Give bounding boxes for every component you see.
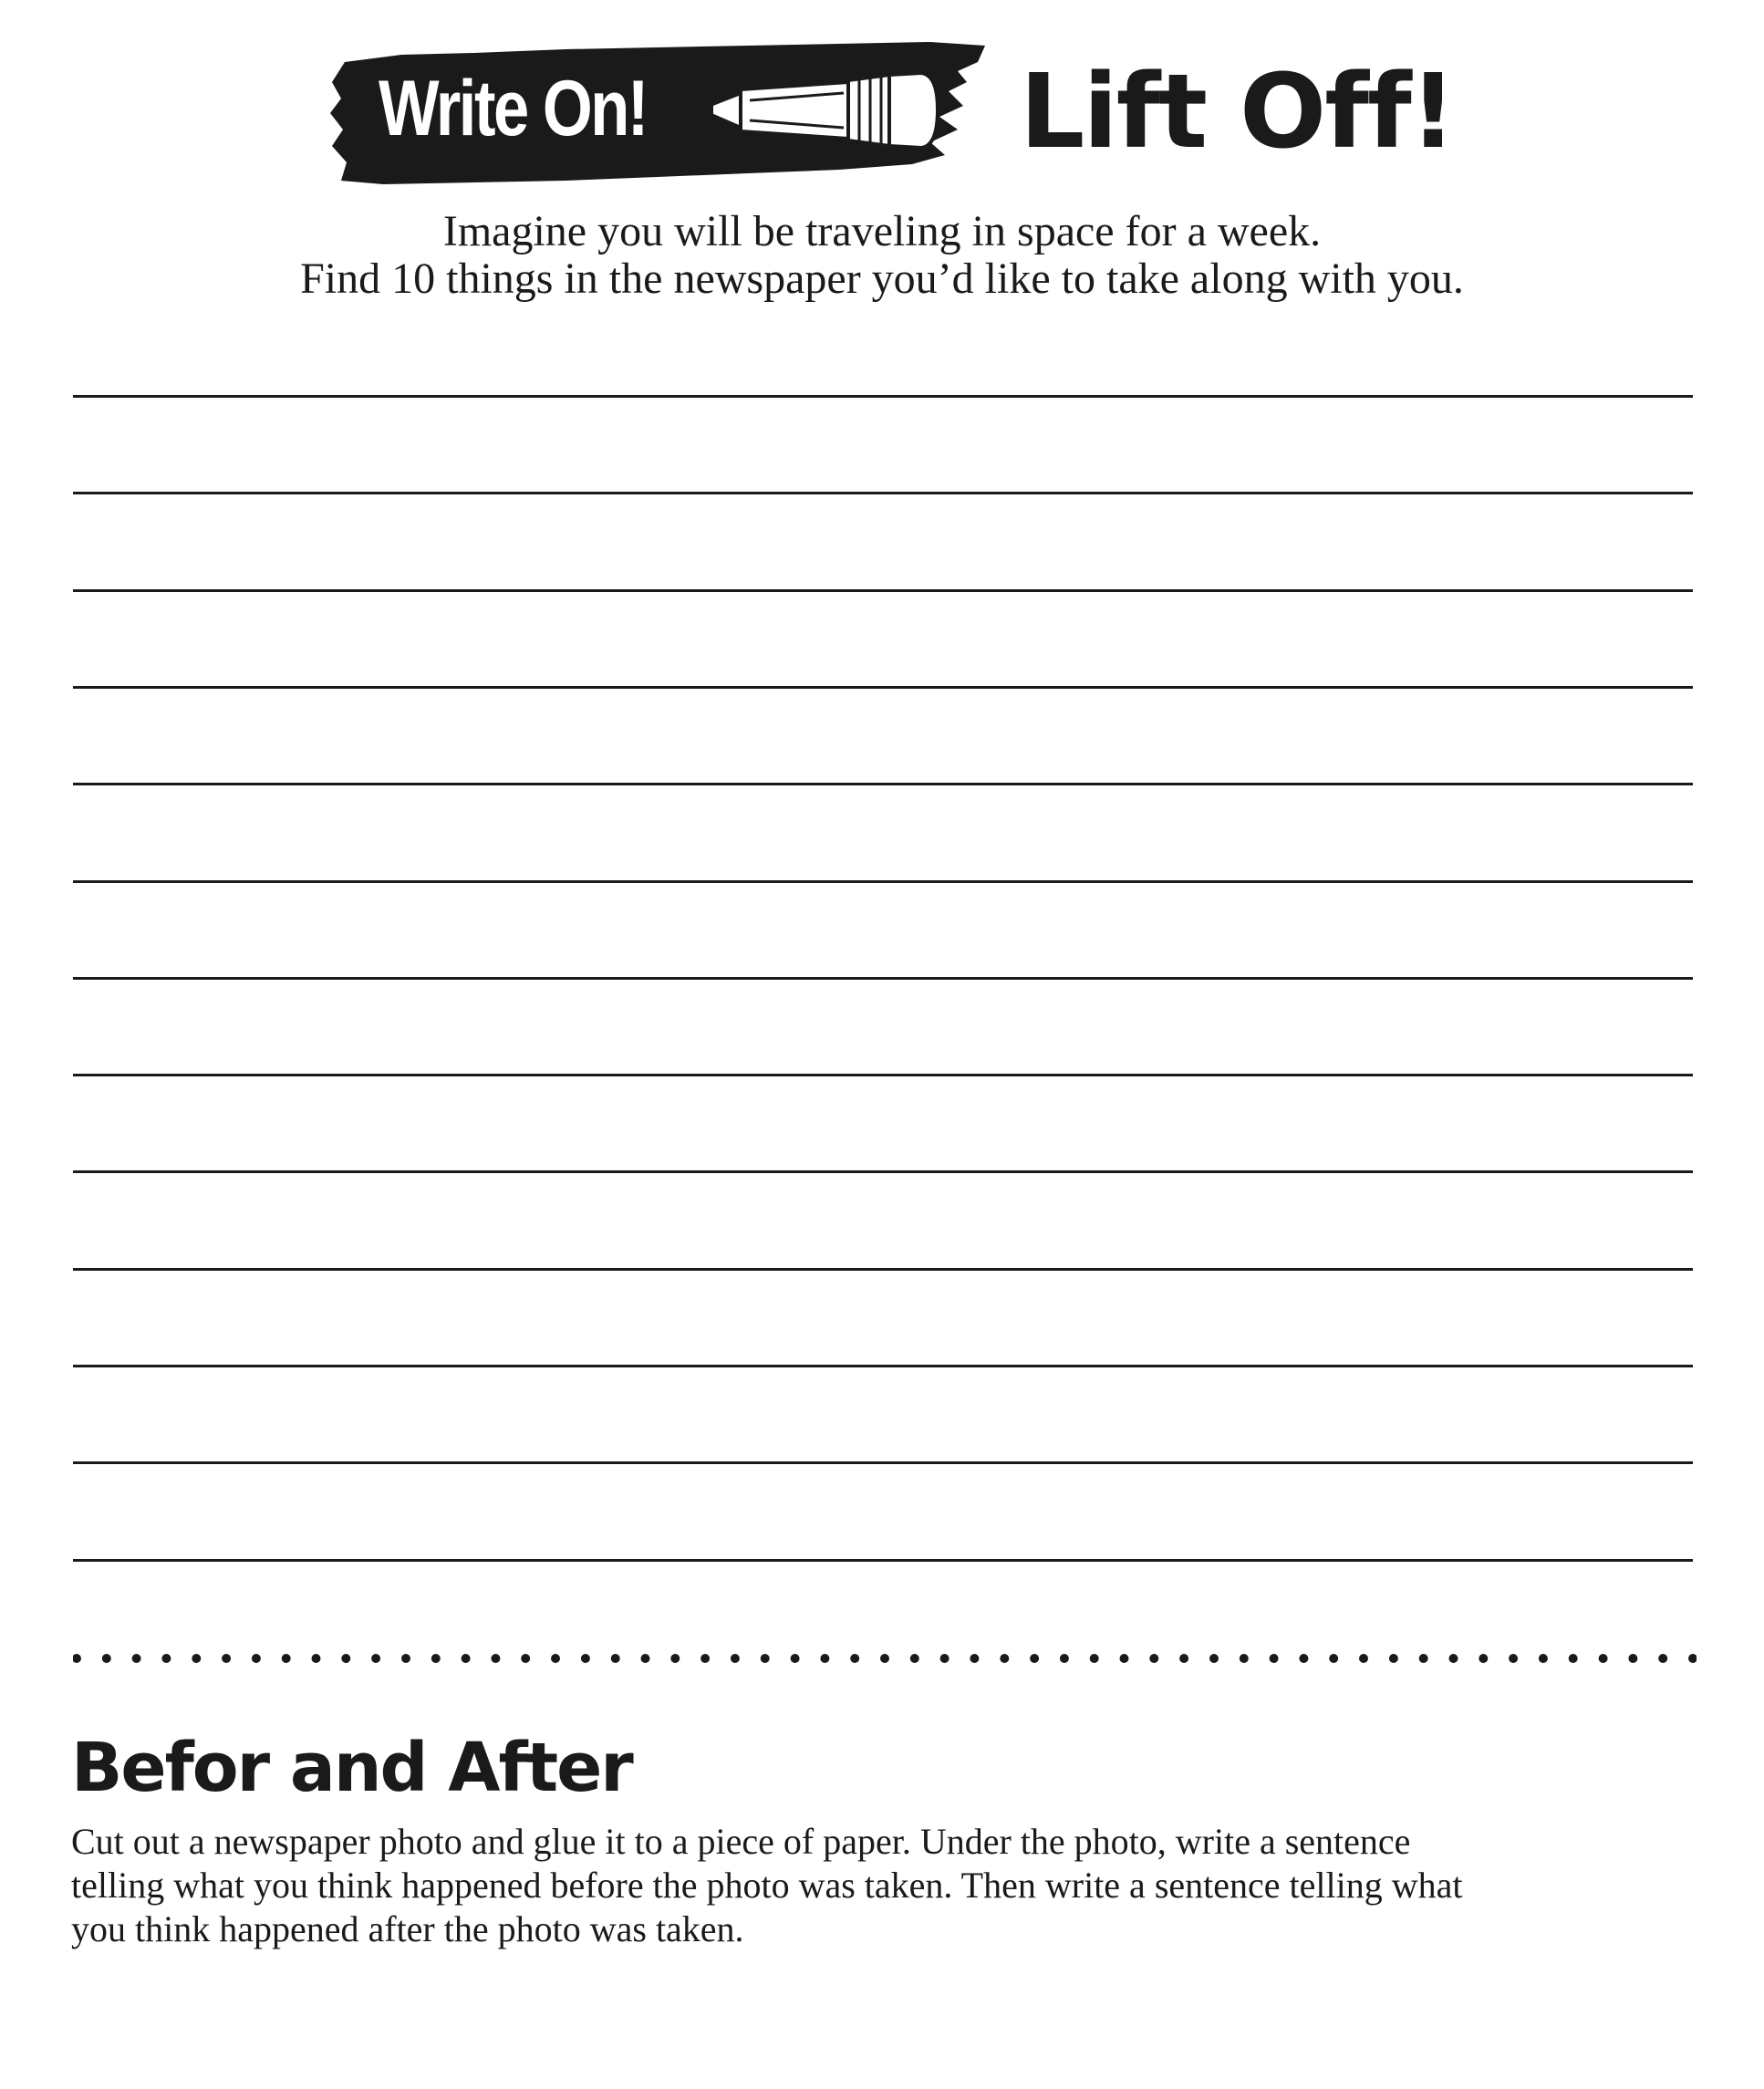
separator-dot: [222, 1654, 231, 1663]
separator-dot: [1090, 1654, 1099, 1663]
separator-dot: [102, 1654, 111, 1663]
separator-dot: [1060, 1654, 1069, 1663]
header: [328, 35, 1459, 190]
writing-line: [73, 1170, 1693, 1173]
separator-dot: [1449, 1654, 1458, 1663]
separator-dot: [521, 1654, 530, 1663]
separator-dot: [761, 1654, 770, 1663]
separator-dot: [132, 1654, 141, 1663]
separator-dot: [700, 1654, 710, 1663]
separator-dot: [1299, 1654, 1308, 1663]
separator-dot: [1000, 1654, 1009, 1663]
separator-dot: [462, 1654, 471, 1663]
writing-line: [73, 880, 1693, 883]
separator-dot: [910, 1654, 919, 1663]
writing-line: [73, 1268, 1693, 1271]
writing-line: [73, 1074, 1693, 1076]
separator-dot: [1209, 1654, 1219, 1663]
separator-dot: [491, 1654, 500, 1663]
pencil-icon: [693, 62, 939, 158]
writing-line: [73, 492, 1693, 494]
separator-dot: [880, 1654, 889, 1663]
instructions: [0, 208, 1764, 303]
separator-dot: [850, 1654, 859, 1663]
separator-dot: [791, 1654, 800, 1663]
separator-dot: [192, 1654, 201, 1663]
separator-dot: [431, 1654, 441, 1663]
separator-dot: [312, 1654, 321, 1663]
section-body-line: you think happened after the photo was taken.: [71, 1908, 744, 1949]
separator-dot: [1569, 1654, 1578, 1663]
writing-line: [73, 589, 1693, 592]
separator-dot: [1149, 1654, 1158, 1663]
writing-line: [73, 686, 1693, 689]
separator-dot: [371, 1654, 380, 1663]
instruction-line-1: Imagine you will be traveling in space for a week.: [442, 207, 1322, 255]
separator-dot: [820, 1654, 829, 1663]
brand-label: Write On!: [379, 65, 647, 152]
separator-dot: [1688, 1654, 1697, 1663]
separator-dot: [1389, 1654, 1398, 1663]
separator-dot: [1359, 1654, 1368, 1663]
separator-dot: [1270, 1654, 1279, 1663]
separator-dot: [670, 1654, 680, 1663]
section-body-line: telling what you think happened before the photo was taken. Then write a sentence telling what: [71, 1865, 1463, 1906]
separator-dot: [161, 1654, 171, 1663]
separator-dot: [731, 1654, 740, 1663]
separator-dot: [252, 1654, 261, 1663]
separator-dot: [1030, 1654, 1039, 1663]
separator-dot: [970, 1654, 979, 1663]
separator-dot: [611, 1654, 620, 1663]
separator-dot: [1120, 1654, 1129, 1663]
separator-dot: [1240, 1654, 1249, 1663]
separator-dot: [551, 1654, 560, 1663]
section-body: [71, 1820, 1713, 1951]
writing-line: [73, 395, 1693, 398]
separator-dot: [1509, 1654, 1518, 1663]
separator-dot: [1479, 1654, 1488, 1663]
separator-dot: [1599, 1654, 1608, 1663]
separator-dot: [341, 1654, 350, 1663]
section-title: Befor and After: [71, 1729, 632, 1807]
separator-dot: [401, 1654, 410, 1663]
separator-dot: [282, 1654, 291, 1663]
writing-line: [73, 1559, 1693, 1562]
separator-dot: [581, 1654, 590, 1663]
writing-line: [73, 1365, 1693, 1367]
section-body-line: Cut out a newspaper photo and glue it to a piece of paper. Under the photo, write a sentence: [71, 1821, 1411, 1862]
writing-line: [73, 783, 1693, 785]
writing-line: [73, 1461, 1693, 1464]
separator-dot: [1329, 1654, 1338, 1663]
writing-line: [73, 977, 1693, 980]
separator-dot: [1539, 1654, 1548, 1663]
separator-dot: [73, 1654, 81, 1663]
separator-dot: [1658, 1654, 1667, 1663]
separator-dot: [1419, 1654, 1428, 1663]
separator-dot: [940, 1654, 949, 1663]
page-title: Lift Off!: [1020, 53, 1455, 171]
instruction-line-2: Find 10 things in the newspaper you’d like to take along with you.: [300, 255, 1464, 303]
separator-dot: [641, 1654, 650, 1663]
dotted-separator: [73, 1651, 1697, 1666]
separator-dot: [1628, 1654, 1637, 1663]
separator-dot: [1179, 1654, 1188, 1663]
